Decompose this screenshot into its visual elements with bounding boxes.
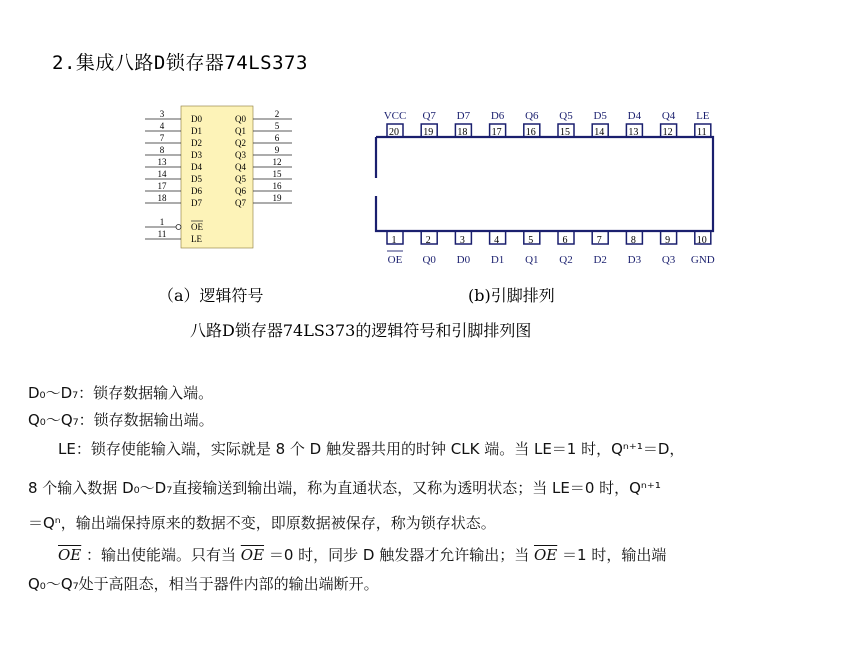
- bottom-pin-label: Q1: [525, 254, 539, 266]
- top-pin-number: 13: [628, 127, 639, 138]
- logic-symbol-outputs: [235, 109, 292, 208]
- top-pin-label: Q7: [422, 110, 436, 122]
- bottom-pin-label: GND: [690, 254, 715, 266]
- bottom-pin-label: Q3: [661, 254, 676, 266]
- top-pin-number: 16: [525, 127, 536, 138]
- bottom-pin-label: Q0: [422, 254, 436, 266]
- top-pin-number: 17: [491, 127, 502, 138]
- input-pin-number: 17: [157, 181, 167, 191]
- chip-outline: [376, 137, 713, 231]
- top-pin-label: D5: [593, 110, 607, 122]
- input-pin-number: 14: [157, 169, 167, 179]
- top-pin-number: 19: [423, 127, 434, 138]
- bottom-pin-number: 1: [391, 235, 397, 246]
- bottom-pin-number: 9: [665, 235, 671, 246]
- output-pin-label: Q7: [235, 198, 246, 208]
- figure-caption: 八路D锁存器74LS373的逻辑符号和引脚排列图: [190, 321, 532, 340]
- bottom-pin-number: 6: [562, 235, 568, 246]
- top-pin-label: D4: [627, 110, 642, 122]
- bottom-pin-number: 3: [459, 235, 465, 246]
- bottom-pin-label: D2: [593, 254, 607, 266]
- section-heading: 2.集成八路D锁存器74LS373: [52, 52, 308, 74]
- output-pin-label: Q3: [235, 150, 246, 160]
- input-pin-label: D5: [191, 174, 202, 184]
- output-pin-label: Q6: [235, 186, 246, 196]
- input-pin-label: D0: [191, 114, 202, 124]
- top-pin-number: 15: [560, 127, 570, 138]
- top-pin-label: D6: [490, 110, 505, 122]
- top-pin-label: D7: [456, 110, 471, 122]
- desc-le-line2: 8 个输入数据 D₀～D₇直接输送到输出端，称为直通状态，又称为透明状态；当 LE＝0 时，Qⁿ⁺¹: [28, 479, 661, 497]
- output-pin-number: 15: [272, 169, 282, 179]
- input-pin-number: 7: [159, 133, 165, 143]
- desc-inputs: D₀～D₇：锁存数据输入端。: [28, 384, 214, 402]
- top-pin-label: VCC: [383, 110, 407, 122]
- desc-oe-text-c: ＝1 时，输出端: [557, 546, 667, 564]
- output-pin-number: 6: [274, 133, 280, 143]
- input-pin-label: D6: [191, 186, 202, 196]
- output-pin-label: Q4: [235, 162, 246, 172]
- input-pin-label: D7: [191, 198, 202, 208]
- control-pin-number: 11: [157, 229, 167, 239]
- top-pin-number: 20: [389, 127, 399, 138]
- pinout-caption: (b)引脚排列: [468, 286, 555, 305]
- bottom-pin-number: 7: [596, 235, 602, 246]
- pinout-top-row: [384, 110, 711, 138]
- bottom-pin-number: 8: [630, 235, 636, 246]
- top-pin-number: 18: [457, 127, 468, 138]
- output-pin-label: Q0: [235, 114, 246, 124]
- input-pin-label: D2: [191, 138, 202, 148]
- bottom-pin-number: 2: [425, 235, 431, 246]
- oe-symbol: $\overline{OE}$: [58, 546, 82, 564]
- logic-symbol-diagram: [140, 100, 300, 252]
- output-pin-number: 16: [272, 181, 282, 191]
- desc-oe-text-b: ＝0 时，同步 D 触发器才允许输出；当: [264, 546, 534, 564]
- output-pin-label: Q5: [235, 174, 246, 184]
- desc-oe-line2: Q₀～Q₇处于高阻态，相当于器件内部的输出端断开。: [28, 575, 379, 593]
- logic-symbol-inputs: [145, 109, 202, 208]
- control-pin-label: LE: [191, 234, 202, 244]
- bottom-pin-number: 5: [528, 235, 534, 246]
- bottom-pin-label: OE: [387, 254, 403, 266]
- bottom-pin-label: Q2: [559, 254, 573, 266]
- top-pin-number: 12: [662, 127, 673, 138]
- top-pin-number: 14: [594, 127, 605, 138]
- output-pin-number: 19: [272, 193, 282, 203]
- output-pin-number: 9: [274, 145, 280, 155]
- desc-oe-text-a: ：输出使能端。只有当: [81, 546, 241, 564]
- input-pin-number: 4: [159, 121, 165, 131]
- output-pin-label: Q1: [235, 126, 246, 136]
- output-pin-label: Q2: [235, 138, 246, 148]
- input-pin-label: D1: [191, 126, 202, 136]
- bottom-pin-label: D3: [627, 254, 642, 266]
- input-pin-number: 3: [159, 109, 165, 119]
- output-pin-number: 2: [274, 109, 280, 119]
- desc-outputs: Q₀～Q₇：锁存数据输出端。: [28, 411, 214, 429]
- top-pin-label: LE: [696, 110, 710, 122]
- output-pin-number: 5: [274, 121, 280, 131]
- bottom-pin-label: D0: [456, 254, 471, 266]
- inversion-bubble: [176, 225, 181, 230]
- pinout-diagram: [370, 104, 720, 270]
- output-pin-number: 12: [272, 157, 282, 167]
- input-pin-label: D4: [191, 162, 202, 172]
- bottom-pin-number: 10: [696, 235, 707, 246]
- top-pin-label: Q5: [559, 110, 573, 122]
- input-pin-number: 13: [157, 157, 167, 167]
- control-pin-number: 1: [159, 217, 165, 227]
- bottom-pin-number: 4: [494, 235, 500, 246]
- bottom-pin-label: D1: [490, 254, 505, 266]
- top-pin-number: 11: [696, 127, 707, 138]
- oe-symbol: $\overline{OE}$: [240, 546, 265, 564]
- input-pin-number: 18: [157, 193, 167, 203]
- desc-le-line3: ＝Qⁿ，输出端保持原来的数据不变，即原数据被保存，称为锁存状态。: [28, 514, 496, 532]
- top-pin-label: Q4: [661, 110, 676, 122]
- pinout-bottom-row: [387, 231, 715, 266]
- input-pin-label: D3: [191, 150, 202, 160]
- input-pin-number: 8: [159, 145, 165, 155]
- desc-oe-line1: [58, 544, 666, 565]
- control-pin-label: OE: [191, 222, 203, 232]
- top-pin-label: Q6: [525, 110, 539, 122]
- logic-symbol-controls: [145, 217, 203, 244]
- desc-le-line1: LE：锁存使能输入端，实际就是 8 个 D 触发器共用的时钟 CLK 端。当 LE＝1 时，Qⁿ⁺¹＝D，: [58, 440, 685, 458]
- logic-symbol-caption: （a）逻辑符号: [158, 286, 264, 305]
- oe-symbol: $\overline{OE}$: [533, 546, 558, 564]
